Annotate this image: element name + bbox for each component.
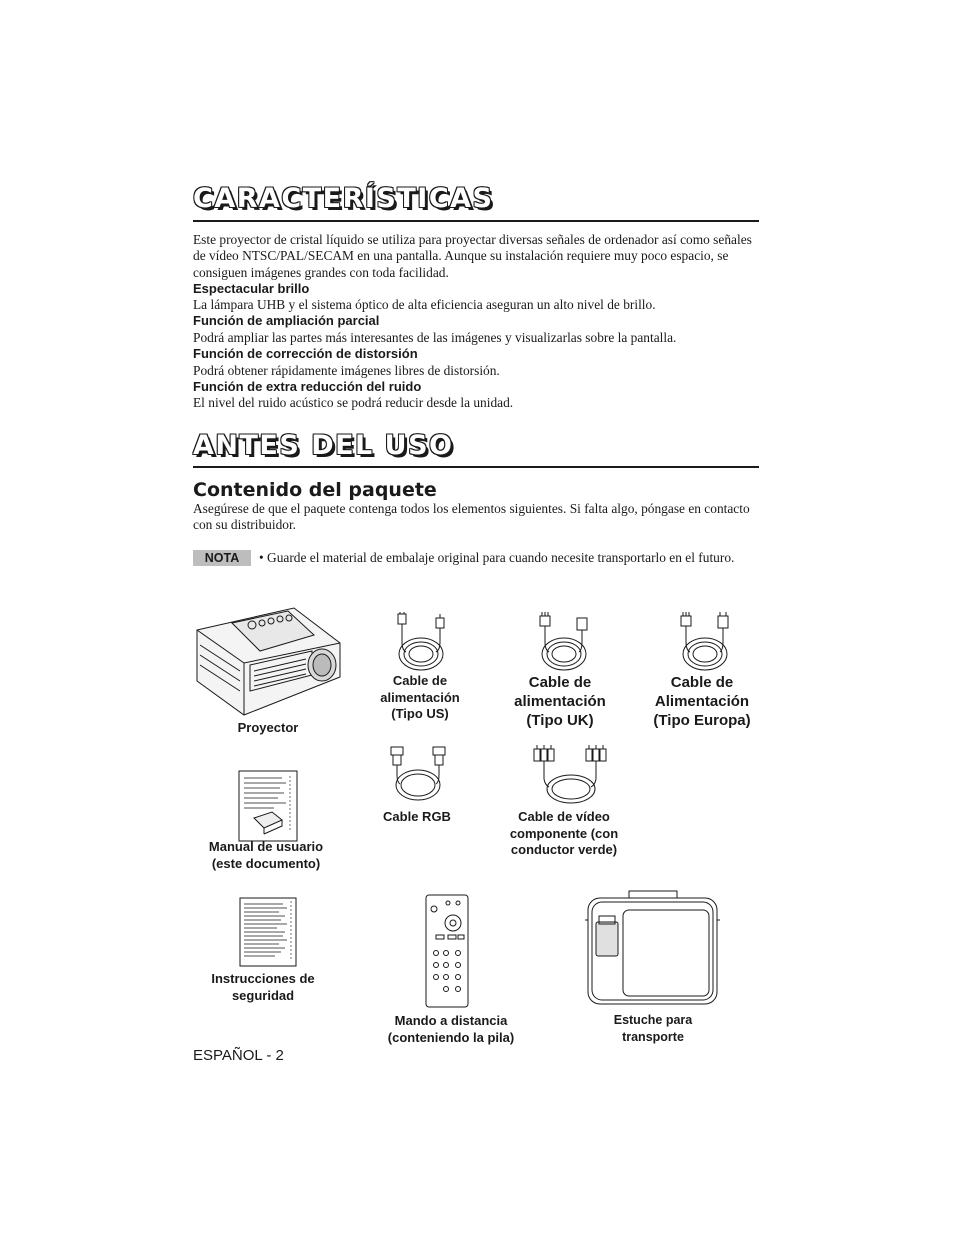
power-cable-us-image	[392, 612, 450, 672]
caption-component: Cable de vídeo componente (con conductor verde)	[509, 809, 619, 857]
power-cable-eu-image	[676, 612, 734, 672]
note-text: • Guarde el material de embalaje original para cuando necesite transportarlo en el futuro.	[259, 550, 735, 565]
before-use-heading: ANTES DEL USO	[193, 430, 454, 461]
caption-manual: Manual de usuario (este documento)	[208, 839, 324, 871]
heading-rule	[193, 466, 759, 468]
safety-instructions-image	[239, 897, 297, 967]
component-cable-image	[533, 745, 608, 805]
remote-control-image	[424, 893, 470, 1009]
caption-remote: Mando a distancia (conteniendo la pila)	[387, 1013, 515, 1045]
caption-power-us: Cable de alimentación (Tipo US)	[380, 673, 460, 721]
feature-text-1: La lámpara UHB y el sistema óptico de alta eficiencia aseguran un alto nivel de brillo.	[193, 297, 656, 312]
feature-text-2: Podrá ampliar las partes más interesantes de las imágenes y visualizarlas sobre la pantalla.	[193, 330, 677, 345]
caption-power-eu: Cable de Alimentación (Tipo Europa)	[653, 674, 751, 729]
feature-text-3: Podrá obtener rápidamente imágenes libres de distorsión.	[193, 363, 500, 378]
features-heading: CARACTERÍSTICAS	[193, 183, 494, 214]
note-badge: NOTA	[193, 550, 251, 566]
caption-rgb: Cable RGB	[383, 809, 451, 824]
rgb-cable-image	[388, 745, 450, 803]
projector-image	[194, 605, 344, 715]
power-cable-uk-image	[535, 612, 593, 672]
user-manual-image	[238, 770, 298, 842]
feature-title-3: Función de corrección de distorsión	[193, 346, 418, 361]
caption-safety: Instrucciones de seguridad	[211, 971, 315, 1003]
feature-text-4: El nivel del ruido acústico se podrá reducir desde la unidad.	[193, 395, 514, 410]
feature-title-2: Función de ampliación parcial	[193, 313, 380, 328]
feature-title-1: Espectacular brillo	[193, 281, 310, 296]
caption-case: Estuche para transporte	[613, 1013, 693, 1044]
heading-rule	[193, 220, 759, 222]
caption-projector: Proyector	[237, 720, 299, 735]
page-number: ESPAÑOL - 2	[193, 1047, 284, 1064]
package-intro: Asegúrese de que el paquete contenga todos los elementos siguientes. Si falta algo, póngase en contacto con su distribuidor.	[193, 501, 750, 533]
package-subtitle: Contenido del paquete	[193, 479, 437, 501]
caption-power-uk: Cable de alimentación (Tipo UK)	[514, 674, 606, 729]
features-intro: Este proyector de cristal líquido se utiliza para proyectar diversas señales de ordenador así como señales de vídeo NTSC/PAL/SECAM en una pantalla. Aunque su instalación requiere muy poco espacio, se consiguen imágenes grandes con toda facilidad.	[193, 232, 752, 280]
carrying-case-image	[585, 888, 720, 1006]
feature-title-4: Función de extra reducción del ruido	[193, 379, 422, 394]
